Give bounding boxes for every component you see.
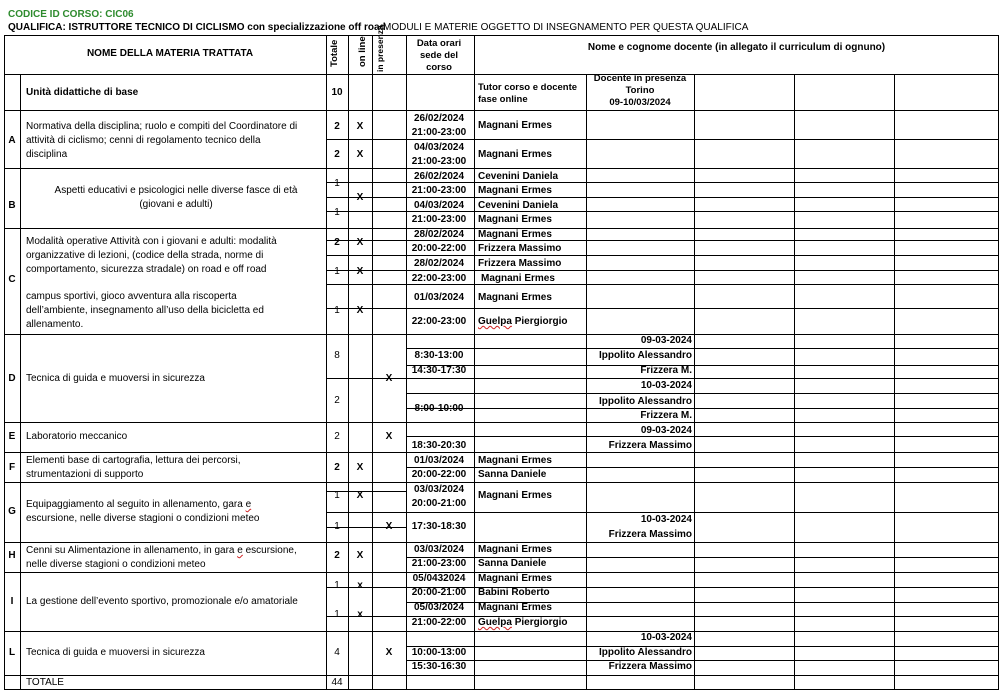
tutor-b-3: Cevenini Daniela bbox=[478, 200, 559, 211]
modules-title: MODULI E MATERIE OGGETTO DI INSEGNAMENTO PER QUESTA QUALIFICA bbox=[383, 22, 749, 33]
grid-hline bbox=[4, 110, 999, 111]
total-i-1: 1 bbox=[334, 580, 340, 591]
subject-l: Tecnica di guida e muoversi in sicurezza bbox=[26, 647, 205, 658]
date-i-2: 05/03/2024 bbox=[413, 602, 465, 613]
online-mark-i-2: x bbox=[357, 609, 363, 620]
subject-g-line-1-text: Equipaggiamento al seguito in allenamento, gara bbox=[26, 499, 243, 510]
grid-hline bbox=[4, 689, 999, 690]
date-b-1: 26/02/2024 bbox=[413, 171, 465, 182]
subject-c-line-3: comportamento, sicurezza stradale) on road e off road bbox=[26, 264, 267, 275]
grid-hline bbox=[4, 675, 999, 676]
time-f: 20:00-22:00 bbox=[411, 469, 467, 480]
presence-mark-e: X bbox=[385, 431, 393, 442]
online-column-header: on line bbox=[357, 36, 368, 67]
total-d-1: 8 bbox=[334, 350, 340, 361]
presence-teacher-d-3: Frizzera M. bbox=[640, 365, 692, 376]
tutor-b-1: Cevenini Daniela bbox=[478, 171, 559, 182]
subject-c-line-2: organizzative di lezioni, (codice della strada, norme di bbox=[26, 250, 264, 261]
grid-hline bbox=[406, 408, 999, 409]
presence-teacher-g-2: Frizzera Massimo bbox=[608, 529, 692, 540]
grid-vline bbox=[794, 74, 795, 690]
subject-e: Laboratorio meccanico bbox=[26, 431, 128, 442]
presence-teacher-e-1: 09-03-2024 bbox=[640, 425, 692, 436]
row-letter-l: L bbox=[8, 647, 16, 658]
total-l: 4 bbox=[334, 647, 340, 658]
total-a-1: 2 bbox=[334, 121, 340, 132]
subject-b-line-1: Aspetti educativi e psicologici nelle diverse fasce di età bbox=[54, 185, 298, 196]
time-i-1: 20:00-21:00 bbox=[411, 587, 467, 598]
tutor-header-line-1: Tutor corso e docente bbox=[478, 82, 578, 93]
tutor-i-3: Magnani Ermes bbox=[478, 602, 552, 613]
tutor-a-1: Magnani Ermes bbox=[478, 120, 552, 131]
grid-vline bbox=[4, 35, 5, 690]
grid-hline bbox=[326, 512, 407, 513]
row-letter-g: G bbox=[8, 506, 16, 517]
subject-g-line-1 bbox=[26, 499, 251, 511]
grid-hline bbox=[4, 452, 999, 453]
tutor-c-4: Magnani Ermes bbox=[481, 273, 555, 284]
total-g-1: 1 bbox=[334, 490, 340, 501]
presence-teacher-l-2: Ippolito Alessandro bbox=[599, 647, 692, 658]
grid-hline bbox=[4, 542, 999, 543]
tutor-i-2: Babini Roberto bbox=[478, 587, 550, 598]
total-b-2: 1 bbox=[334, 207, 340, 218]
subject-f-line-2: strumentazioni di supporto bbox=[26, 469, 144, 480]
grid-hline bbox=[406, 467, 999, 468]
presence-teacher-header-line-3: 09-10/03/2024 bbox=[609, 97, 671, 108]
time-e: 18:30-20:30 bbox=[411, 440, 467, 451]
subject-d: Tecnica di guida e muoversi in sicurezza bbox=[26, 373, 205, 384]
date-h: 03/03/2024 bbox=[413, 544, 465, 555]
presence-teacher-d-4: 10-03-2024 bbox=[640, 380, 692, 391]
grid-hline bbox=[326, 270, 999, 271]
presence-teacher-d-6: Frizzera M. bbox=[640, 410, 692, 421]
grid-hline bbox=[4, 168, 999, 169]
date-c-1: 28/02/2024 bbox=[413, 229, 465, 240]
time-d-3: 8:00-10:00 bbox=[414, 403, 464, 414]
tutor-b-2: Magnani Ermes bbox=[478, 185, 552, 196]
schedule-header-line-3: corso bbox=[426, 62, 452, 73]
time-a-2: 21:00-23:00 bbox=[411, 156, 467, 167]
presence-teacher-header-line-2: Torino bbox=[625, 85, 655, 96]
time-d-2: 14:30-17:30 bbox=[411, 365, 467, 376]
time-b-2: 21:00-23:00 bbox=[411, 214, 467, 225]
tutor-c-2: Frizzera Massimo bbox=[478, 243, 562, 254]
total-i-2: 1 bbox=[334, 609, 340, 620]
row-letter-i: I bbox=[10, 596, 14, 607]
date-f: 01/03/2024 bbox=[413, 455, 465, 466]
date-c-3: 01/03/2024 bbox=[413, 292, 465, 303]
time-d-1: 8:30-13:00 bbox=[414, 350, 464, 361]
time-l-2: 15:30-16:30 bbox=[411, 661, 467, 672]
subject-g-line-1-conjunction: e bbox=[245, 499, 252, 510]
subject-f-line-1: Elementi base di cartografia, lettura dei percorsi, bbox=[26, 455, 241, 466]
row-letter-d: D bbox=[8, 373, 16, 384]
presence-mark-g: X bbox=[385, 521, 393, 532]
total-b-1: 1 bbox=[334, 178, 340, 189]
grid-hline bbox=[326, 197, 999, 198]
online-mark-a-2: X bbox=[356, 149, 364, 160]
presence-teacher-l-3: Frizzera Massimo bbox=[608, 661, 692, 672]
subject-h-line-1 bbox=[26, 545, 297, 557]
presence-teacher-d-5: Ippolito Alessandro bbox=[599, 396, 692, 407]
presence-column-header: in presenza bbox=[375, 25, 385, 72]
grid-hline bbox=[326, 255, 999, 256]
online-mark-a-1: X bbox=[356, 121, 364, 132]
total-a-2: 2 bbox=[334, 149, 340, 160]
subject-a-line-1: Normativa della disciplina; ruolo e compiti del Coordinatore di bbox=[26, 121, 298, 132]
presence-teacher-g-1: 10-03-2024 bbox=[640, 514, 692, 525]
grid-vline bbox=[372, 35, 373, 690]
grid-hline bbox=[406, 365, 999, 366]
time-c-2: 22:00-23:00 bbox=[411, 273, 467, 284]
grid-hline bbox=[4, 422, 999, 423]
time-b-1: 21:00-23:00 bbox=[411, 185, 467, 196]
tutor-i-1: Magnani Ermes bbox=[478, 573, 552, 584]
time-c-1: 20:00-22:00 bbox=[411, 243, 467, 254]
grid-hline bbox=[4, 482, 999, 483]
tutor-c-6-name: Piergiorgio bbox=[514, 316, 568, 327]
subject-i: La gestione dell’evento sportivo, promozionale e/o amatoriale bbox=[26, 596, 298, 607]
time-h: 21:00-23:00 bbox=[411, 558, 467, 569]
tutor-header-line-2: fase online bbox=[478, 94, 528, 105]
grid-vline bbox=[694, 74, 695, 690]
course-code: CODICE ID CORSO: CIC06 bbox=[8, 9, 134, 20]
grid-hline bbox=[406, 348, 999, 349]
presence-teacher-d-2: Ippolito Alessandro bbox=[599, 350, 692, 361]
time-g-1: 20:00-21:00 bbox=[411, 498, 467, 509]
tutor-i-4-name: Piergiorgio bbox=[514, 617, 568, 628]
presence-teacher-d-1: 09-03-2024 bbox=[640, 335, 692, 346]
tutor-h-2: Sanna Daniele bbox=[478, 558, 547, 569]
date-i-1: 05/0432024 bbox=[412, 573, 466, 584]
total-c-1: 2 bbox=[334, 237, 340, 248]
tutor-i-4-surname: Guelpa bbox=[478, 617, 512, 628]
row-letter-e: E bbox=[8, 431, 16, 442]
online-mark-c-2: X bbox=[356, 266, 364, 277]
total-e: 2 bbox=[334, 431, 340, 442]
grid-hline bbox=[406, 378, 999, 379]
subject-a-line-2: attività di ciclismo; cenni di regolamento tecnico della bbox=[26, 135, 261, 146]
grid-vline bbox=[474, 35, 475, 690]
time-g-2: 17:30-18:30 bbox=[411, 521, 467, 532]
tutor-f-1: Magnani Ermes bbox=[478, 455, 552, 466]
grid-hline bbox=[406, 393, 999, 394]
grid-hline bbox=[326, 308, 999, 309]
presence-teacher-header-line-1: Docente in presenza bbox=[593, 73, 687, 84]
row-letter-a: A bbox=[8, 135, 16, 146]
subject-a-line-3: disciplina bbox=[26, 149, 68, 160]
total-row-value: 44 bbox=[331, 677, 343, 688]
total-row-label: TOTALE bbox=[26, 677, 64, 688]
grid-hline bbox=[4, 74, 999, 75]
grid-hline bbox=[406, 646, 999, 647]
online-mark-c-3: X bbox=[356, 305, 364, 316]
grid-vline bbox=[998, 35, 999, 690]
grid-hline bbox=[406, 436, 999, 437]
subject-b-line-2: (giovani e adulti) bbox=[139, 199, 213, 210]
presence-mark-l: X bbox=[385, 647, 393, 658]
online-mark-b: X bbox=[356, 192, 364, 203]
online-mark-i-1: x bbox=[357, 580, 363, 591]
qualification-title: QUALIFICA: ISTRUTTORE TECNICO DI CICLISMO con specializzazione off road bbox=[8, 22, 386, 33]
grid-hline bbox=[4, 35, 999, 36]
total-d-2: 2 bbox=[334, 395, 340, 406]
subject-g-line-2: escursione, nelle diverse stagioni o condizioni meteo bbox=[26, 513, 260, 524]
online-mark-g: X bbox=[356, 490, 364, 501]
total-c-3: 1 bbox=[334, 305, 340, 316]
presence-teacher-e-2: Frizzera Massimo bbox=[608, 440, 692, 451]
subject-c-line-1: Modalità operative Attività con i giovani e adulti: modalità bbox=[26, 236, 277, 247]
base-units-total: 10 bbox=[331, 87, 343, 98]
subject-h-line-2: nelle diverse stagioni o condizioni meteo bbox=[26, 559, 206, 570]
total-h: 2 bbox=[334, 550, 340, 561]
subject-h-line-1-end: escursione, bbox=[245, 545, 297, 556]
tutor-h-1: Magnani Ermes bbox=[478, 544, 552, 555]
presence-teacher-l-1: 10-03-2024 bbox=[640, 632, 692, 643]
time-a-1: 21:00-23:00 bbox=[411, 127, 467, 138]
presence-mark-d: X bbox=[385, 373, 393, 384]
subject-h-line-1-text: Cenni su Alimentazione in allenamento, in gara bbox=[26, 545, 235, 556]
row-letter-f: F bbox=[8, 462, 16, 473]
time-c-3: 22:00-23:00 bbox=[411, 316, 467, 327]
total-g-2: 1 bbox=[334, 521, 340, 532]
total-column-header: Totale bbox=[329, 39, 340, 67]
date-a-2: 04/03/2024 bbox=[413, 142, 465, 153]
subject-column-header: NOME DELLA MATERIA TRATTATA bbox=[86, 48, 254, 59]
online-mark-c-1: X bbox=[356, 237, 364, 248]
time-i-2: 21:00-22:00 bbox=[411, 617, 467, 628]
row-letter-c: C bbox=[8, 274, 16, 285]
time-l-1: 10:00-13:00 bbox=[411, 647, 467, 658]
schedule-header-line-1: Data orari bbox=[416, 38, 462, 49]
tutor-c-1: Magnani Ermes bbox=[478, 229, 552, 240]
grid-hline bbox=[406, 660, 999, 661]
teacher-column-header: Nome e cognome docente (in allegato il curriculum di ognuno) bbox=[587, 42, 886, 53]
tutor-g: Magnani Ermes bbox=[478, 490, 552, 501]
date-a-1: 26/02/2024 bbox=[413, 113, 465, 124]
tutor-f-2: Sanna Daniele bbox=[478, 469, 547, 480]
tutor-i-4 bbox=[478, 617, 567, 629]
row-letter-b: B bbox=[8, 200, 16, 211]
subject-c2-line-2: dell’ambiente, insegnamento all’uso della bicicletta ed bbox=[26, 305, 264, 316]
grid-hline bbox=[4, 334, 999, 335]
subject-h-line-1-conjunction: e bbox=[237, 545, 243, 556]
tutor-a-2: Magnani Ermes bbox=[478, 149, 552, 160]
date-b-2: 04/03/2024 bbox=[413, 200, 465, 211]
subject-c2-line-1: campus sportivi, gioco avventura alla riscoperta bbox=[26, 291, 237, 302]
grid-hline bbox=[326, 139, 999, 140]
tutor-c-3: Frizzera Massimo bbox=[478, 258, 562, 269]
subject-c2-line-3: allenamento. bbox=[26, 319, 84, 330]
tutor-b-4: Magnani Ermes bbox=[478, 214, 552, 225]
grid-hline bbox=[4, 631, 999, 632]
total-c-2: 1 bbox=[334, 266, 340, 277]
grid-vline bbox=[20, 74, 21, 690]
online-mark-h: X bbox=[356, 550, 364, 561]
grid-hline bbox=[406, 512, 999, 513]
schedule-header-line-2: sede del bbox=[419, 50, 459, 61]
tutor-c-6-surname: Guelpa bbox=[478, 316, 512, 327]
date-g: 03/03/2024 bbox=[413, 484, 465, 495]
online-mark-f: X bbox=[356, 462, 364, 473]
tutor-c-6 bbox=[478, 316, 567, 328]
base-units-label: Unità didattiche di base bbox=[26, 87, 139, 98]
date-c-2: 28/02/2024 bbox=[413, 258, 465, 269]
total-f: 2 bbox=[334, 462, 340, 473]
grid-vline bbox=[894, 74, 895, 690]
row-letter-h: H bbox=[8, 550, 16, 561]
tutor-c-5: Magnani Ermes bbox=[478, 292, 552, 303]
